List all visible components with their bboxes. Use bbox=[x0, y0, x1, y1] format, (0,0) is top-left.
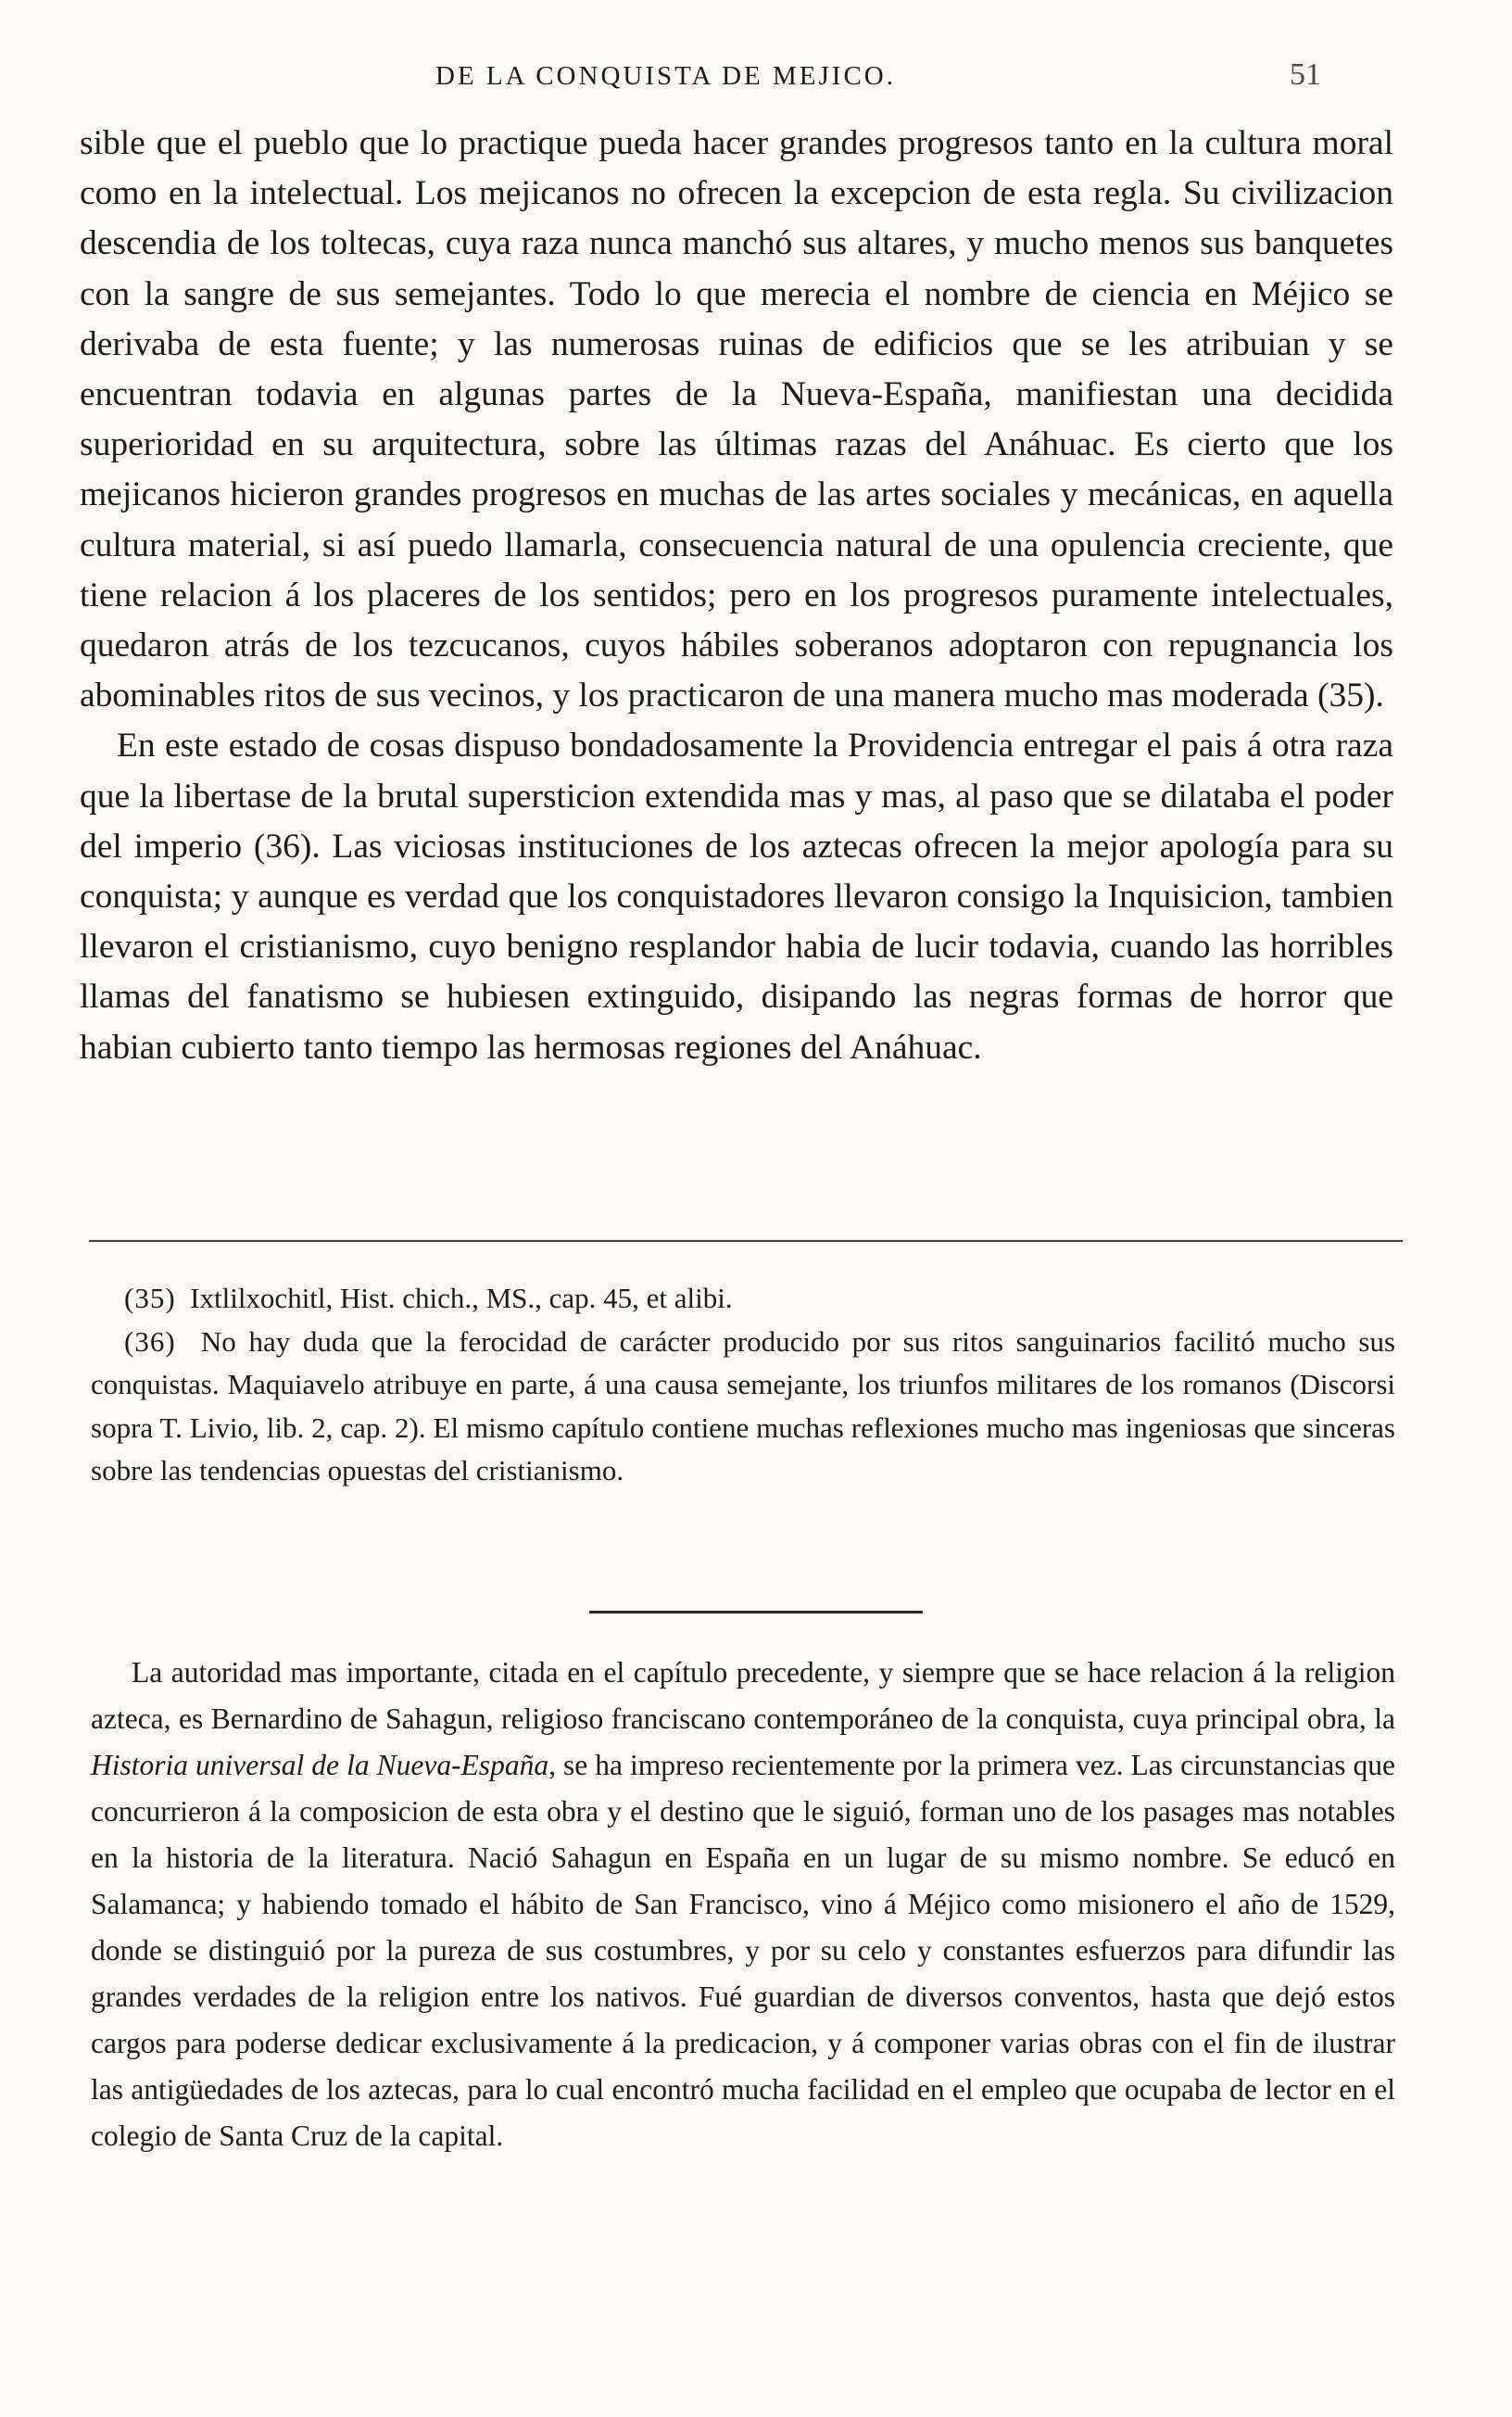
appendix-note bbox=[91, 1650, 1395, 2159]
footnotes bbox=[91, 1277, 1395, 1493]
appendix-text-start: La autoridad mas importante, citada en el capítulo precedente, y siempre que se hace relacion á la religion azteca, es Bernardino de Sahagun, religioso franciscano contemporáneo de la conquista, cuya principal obra, la bbox=[91, 1656, 1395, 1735]
appendix-paragraph bbox=[91, 1650, 1395, 2159]
page-number: 51 bbox=[1290, 57, 1321, 92]
work-title: Historia universal de la Nueva-España bbox=[91, 1749, 549, 1781]
footnote-36 bbox=[91, 1321, 1395, 1493]
running-title: DE LA CONQUISTA DE MEJICO. bbox=[435, 61, 896, 91]
footnote-35 bbox=[91, 1277, 1395, 1321]
footnote-text: No hay duda que la ferocidad de carácter producido por sus ritos sanguinarios facilitó mucho sus conquistas. Maquiavelo atribuye en parte, á una causa semejante, los triunfos militares de los romanos (Discorsi sopra T. Livio, lib. 2, cap. 2). El mismo capítulo contiene muchas reflexiones mucho mas ingeniosas que sinceras sobre las tendencias opuestas del cristianismo. bbox=[91, 1324, 1396, 1487]
section-divider bbox=[589, 1611, 923, 1613]
footnote-text: Ixtlilxochitl, Hist. chich., MS., cap. 45, et alibi. bbox=[190, 1282, 733, 1314]
appendix-text-end: , se ha impreso recientemente por la primera vez. Las circunstancias que concurrieron á la composicion de esta obra y el destino que le siguió, forman uno de los pasages mas notables en la historia de la literatura. Nació Sahagun en España en un lugar de su mismo nombre. Se educó en Salamanca; y habiendo tomado el hábito de San Francisco, vino á Méjico como misionero el año de 1529, donde se distinguió por la pureza de sus costumbres, y por su celo y constantes esfuerzos para difundir las grandes verdades de la religion entre los nativos. Fué guardian de diversos conventos, hasta que dejó estos cargos para poderse dedicar exclusivamente á la predicacion, y á componer varias obras con el fin de ilustrar las antigüedades de los aztecas, para lo cual encontró mucha facilidad en el empleo que ocupaba de lector en el colegio de Santa Cruz de la capital. bbox=[91, 1749, 1395, 2152]
main-paragraph-1: sible que el pueblo que lo practique pueda hacer grandes progresos tanto en la cultura moral como en la intelectual. Los mejicanos no ofrecen la excepcion de esta regla. Su civilizacion descendia de los toltecas, cuya raza nunca manchó sus altares, y mucho menos sus banquetes con la sangre de sus semejantes. Todo lo que merecia el nombre de ciencia en Méjico se derivaba de esta fuente; y las numerosas ruinas de edificios que se les atribuian y se encuentran todavia en algunas partes de la Nueva-España, manifiestan una decidida superioridad en su arquitectura, sobre las últimas razas del Anáhuac. Es cierto que los mejicanos hicieron grandes progresos en muchas de las artes sociales y mecánicas, en aquella cultura material, si así puedo llamarla, consecuencia natural de una opulencia creciente, que tiene relacion á los placeres de los sentidos; pero en los progresos puramente intelectuales, quedaron atrás de los tezcucanos, cuyos hábiles soberanos adoptaron con repugnancia los abominables ritos de sus vecinos, y los practicaron de una manera mucho mas moderada (35). bbox=[80, 124, 1393, 715]
footnote-number: (36) bbox=[124, 1324, 176, 1358]
footnote-divider bbox=[89, 1240, 1403, 1242]
footnote-number: (35) bbox=[124, 1282, 176, 1314]
main-text bbox=[80, 119, 1393, 1073]
main-paragraph-2: En este estado de cosas dispuso bondadosamente la Providencia entregar el pais á otra raza que la libertase de la brutal supersticion extendida mas y mas, al paso que se dilataba el poder del imperio (36). Las viciosas instituciones de los aztecas ofrecen la mejor apología para su conquista; y aunque es verdad que los conquistadores llevaron consigo la Inquisicion, tambien llevaron el cristianismo, cuyo benigno resplandor habia de lucir todavia, cuando las horribles llamas del fanatismo se hubiesen extinguido, disipando las negras formas de horror que habian cubierto tanto tiempo las hermosas regiones del Anáhuac. bbox=[80, 727, 1393, 1067]
